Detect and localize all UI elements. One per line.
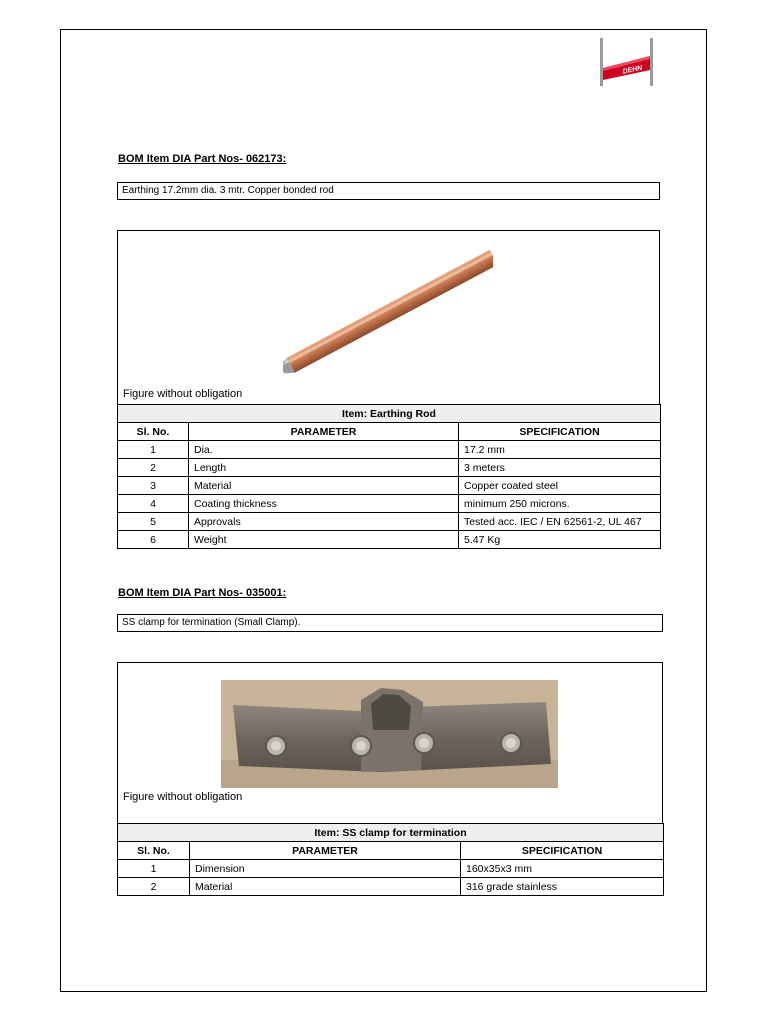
row-number: 1 [118, 441, 189, 459]
row-parameter: Material [189, 477, 459, 495]
section1-description: Earthing 17.2mm dia. 3 mtr. Copper bonded rod [117, 182, 660, 200]
row-number: 3 [118, 477, 189, 495]
row-specification: Copper coated steel [459, 477, 661, 495]
row-number: 2 [118, 459, 189, 477]
row-specification: 316 grade stainless [461, 878, 664, 896]
col-header-sl: Sl. No. [118, 842, 190, 860]
table-row [118, 513, 661, 531]
dehn-logo [600, 38, 654, 86]
col-header-parameter: PARAMETER [190, 842, 461, 860]
row-number: 2 [118, 878, 190, 896]
row-number: 6 [118, 531, 189, 549]
logo-text: DEHN [622, 64, 643, 76]
row-parameter: Length [189, 459, 459, 477]
table-row [118, 860, 664, 878]
row-number: 4 [118, 495, 189, 513]
table-row [118, 459, 661, 477]
section2-figure-box [117, 662, 663, 825]
table-row [118, 531, 661, 549]
col-header-specification: SPECIFICATION [461, 842, 664, 860]
col-header-sl: Sl. No. [118, 423, 189, 441]
row-parameter: Coating thickness [189, 495, 459, 513]
col-header-parameter: PARAMETER [189, 423, 459, 441]
row-specification: 17.2 mm [459, 441, 661, 459]
section2-description: SS clamp for termination (Small Clamp). [117, 614, 663, 632]
row-number: 5 [118, 513, 189, 531]
row-parameter: Approvals [189, 513, 459, 531]
row-specification: minimum 250 microns. [459, 495, 661, 513]
earthing-rod-image [283, 249, 493, 379]
row-specification: 3 meters [459, 459, 661, 477]
row-parameter: Material [190, 878, 461, 896]
row-number: 1 [118, 860, 190, 878]
row-parameter: Dimension [190, 860, 461, 878]
row-parameter: Weight [189, 531, 459, 549]
ss-clamp-image [221, 680, 558, 788]
table-title: Item: Earthing Rod [118, 405, 661, 423]
row-specification: 160x35x3 mm [461, 860, 664, 878]
table-title: Item: SS clamp for termination [118, 824, 664, 842]
earthing-rod-table [117, 404, 661, 549]
col-header-specification: SPECIFICATION [459, 423, 661, 441]
table-row [118, 441, 661, 459]
ss-clamp-table [117, 823, 664, 896]
table-row [118, 477, 661, 495]
section1-figure-caption: Figure without obligation [123, 388, 243, 400]
table-row [118, 495, 661, 513]
section1-heading: BOM Item DIA Part Nos- 062173: [118, 153, 287, 165]
row-specification: 5.47 Kg [459, 531, 661, 549]
row-specification: Tested acc. IEC / EN 62561-2, UL 467 [459, 513, 661, 531]
section2-heading: BOM Item DIA Part Nos- 035001: [118, 587, 287, 599]
section2-figure-caption: Figure without obligation [123, 791, 243, 803]
table-row [118, 878, 664, 896]
row-parameter: Dia. [189, 441, 459, 459]
section1-figure-box [117, 230, 660, 406]
